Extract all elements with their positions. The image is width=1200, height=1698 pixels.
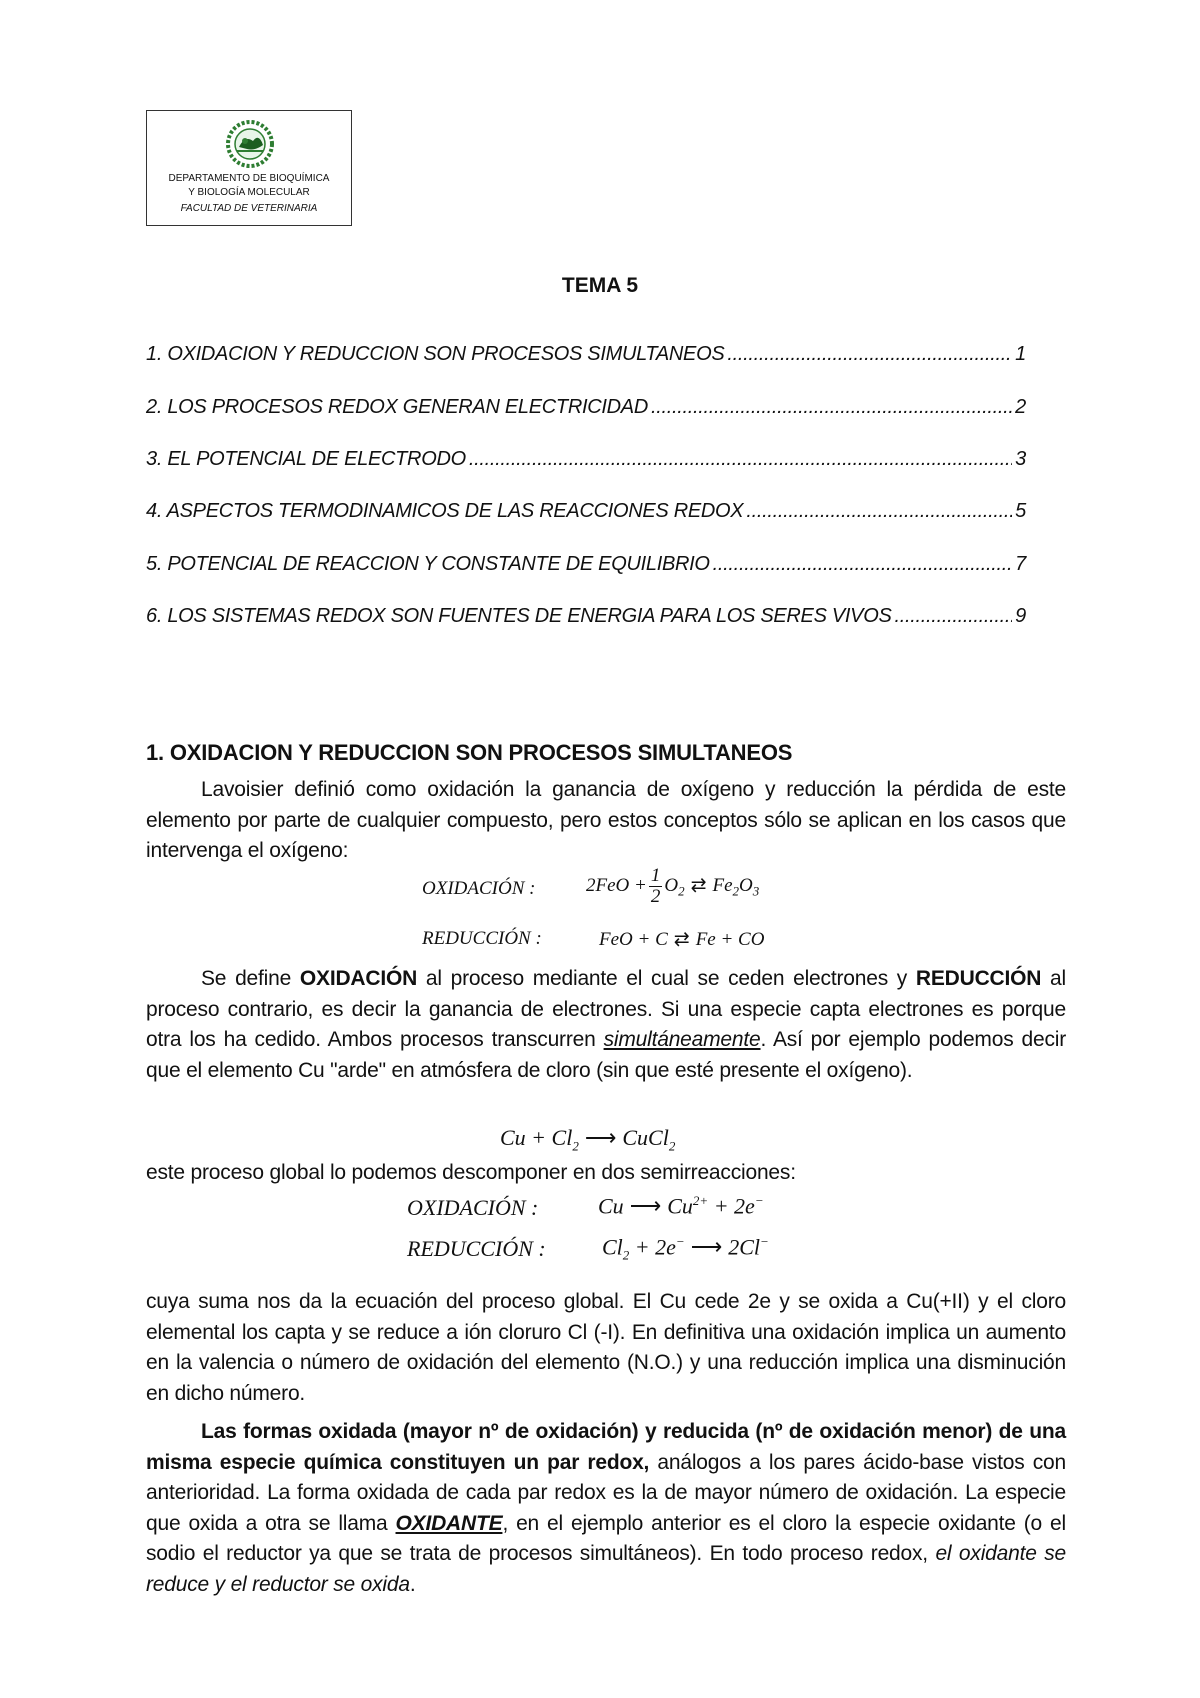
equilibrium-arrow-icon: ⇄	[673, 929, 690, 950]
equation-oxidation-label: OXIDACIÓN :	[407, 1195, 539, 1220]
section-heading: 1. OXIDACION Y REDUCCION SON PROCESOS SIMULTANEOS	[146, 740, 793, 765]
reaction-arrow-icon: ⟶	[584, 1125, 617, 1150]
paragraph-text: Lavoisier definió como oxidación la ganancia de oxígeno y reducción la pérdida de este elemento por parte de cualquier compuesto, pero estos conceptos sólo se aplican en los casos que intervenga el oxígeno:	[146, 778, 1066, 862]
logo-line-faculty: FACULTAD DE VETERINARIA	[180, 203, 318, 214]
paragraph-semirreacciones: este proceso global lo podemos descomponer en dos semirreacciones:	[146, 1161, 796, 1184]
equation-oxidation-label: OXIDACIÓN :	[422, 878, 536, 899]
equilibrium-arrow-icon: ⇄	[690, 874, 707, 896]
toc-entry-page: 1	[1015, 343, 1026, 365]
toc-entry[interactable]	[146, 445, 1026, 471]
toc-entry-text: 5. POTENCIAL DE REACCION Y CONSTANTE DE EQUILIBRIO	[146, 553, 710, 575]
toc-entry-page: 2	[1015, 396, 1026, 418]
logo-line-department: DEPARTAMENTO DE BIOQUÍMICA	[168, 173, 330, 184]
paragraph-par-redox: Las formas oxidada (mayor nº de oxidación) y reducida (nº de oxidación menor) de una misma especie química constituyen un par redox, análogos a los pares ácido-base vistos con anterioridad. La forma oxidada de cada par redox es la de mayor número de oxidación. La especie que oxida a otra se llama OXIDANTE, en el ejemplo anterior es el cloro la especie oxidante (o el sodio el reductor ya que se trata de procesos simultáneos). En todo proceso redox, el oxidante se reduce y el reductor se oxida.	[146, 1420, 1066, 1596]
paragraph-global-process: cuya suma nos da la ecuación del proceso global. El Cu cede 2e y se oxida a Cu(+II) y el cloro elemental los capta y se reduce a ión cloruro Cl (-I). En definitiva una oxidación implica un aumento en la valencia o número de oxidación del elemento (N.O.) y una reducción implica una disminución en dicho número.	[146, 1290, 1066, 1405]
department-logo-box	[146, 110, 352, 226]
toc-entry-page: 7	[1015, 553, 1026, 575]
equation-oxidation-cu: Cu ⟶ $Cu^{2+} + 2e^-$	[598, 1193, 764, 1219]
toc-entry-page: 9	[1015, 605, 1026, 627]
term-oxidacion: OXIDACIÓN	[299, 967, 418, 990]
equation-cu-cl2: $Cu + Cl_2$ ⟶ CuCl$_2$	[500, 1125, 676, 1154]
toc-entry[interactable]	[146, 602, 1026, 628]
toc-entry-text: 2. LOS PROCESOS REDOX GENERAN ELECTRICIDAD	[146, 396, 648, 418]
toc-entry[interactable]	[146, 393, 1026, 419]
page-title: TEMA 5	[561, 274, 639, 297]
reaction-arrow-icon: ⟶	[690, 1234, 723, 1260]
department-seal-icon	[217, 119, 283, 169]
paragraph-lavoisier	[146, 775, 1066, 867]
par-redox-definition: Las formas oxidada (mayor nº de oxidación) y reducida (nº de oxidación menor) de una misma especie química constituyen un par redox,	[146, 1420, 1066, 1474]
toc-entry-text: 6. LOS SISTEMAS REDOX SON FUENTES DE ENERGIA PARA LOS SERES VIVOS	[146, 605, 892, 627]
equation-oxidation-feo: 2FeO + $\frac{1}{2}$ $O_2$ ⇄ $Fe_2O_3$	[586, 865, 760, 907]
logo-line-biology: Y BIOLOGÍA MOLECULAR	[188, 187, 310, 198]
toc-entry-text: 4. ASPECTOS TERMODINAMICOS DE LAS REACCIONES REDOX	[146, 500, 744, 522]
term-reduccion: REDUCCIÓN	[915, 967, 1042, 990]
toc-entry[interactable]	[146, 550, 1026, 576]
redox-rule: el oxidante se reduce y el reductor se oxida	[146, 1542, 1066, 1596]
equation-reduction-label: REDUCCIÓN :	[407, 1236, 546, 1261]
toc-entry-text: 3. EL POTENCIAL DE ELECTRODO	[146, 448, 466, 470]
toc-entry-text: 1. OXIDACION Y REDUCCION SON PROCESOS SIMULTANEOS	[146, 343, 725, 365]
equation-reduction-label: REDUCCIÓN :	[422, 928, 542, 949]
term-simultaneamente: simultáneamente	[603, 1028, 761, 1051]
toc-entry-page: 5	[1015, 500, 1026, 522]
toc-entry-page: 3	[1015, 448, 1026, 470]
reaction-arrow-icon: ⟶	[629, 1193, 662, 1219]
paragraph-definition: Se define OXIDACIÓN al proceso mediante el cual se ceden electrones y REDUCCIÓN al proceso contrario, es decir la ganancia de electrones. Si una especie capta electrones es porque otra los ha cedido. Ambos procesos transcurren simultáneamente. Así por ejemplo podemos decir que el elemento Cu "arde" en atmósfera de cloro (sin que esté presente el oxígeno).	[146, 967, 1067, 1082]
toc-entry[interactable]	[146, 340, 1026, 366]
equation-reduction-cl2: $Cl_2 + 2e^-$ ⟶ 2Cl−	[602, 1234, 769, 1263]
equation-reduction-feo: FeO + C ⇄ Fe + CO	[599, 929, 765, 950]
term-oxidante: OXIDANTE	[395, 1511, 503, 1535]
toc-entry[interactable]	[146, 497, 1026, 523]
